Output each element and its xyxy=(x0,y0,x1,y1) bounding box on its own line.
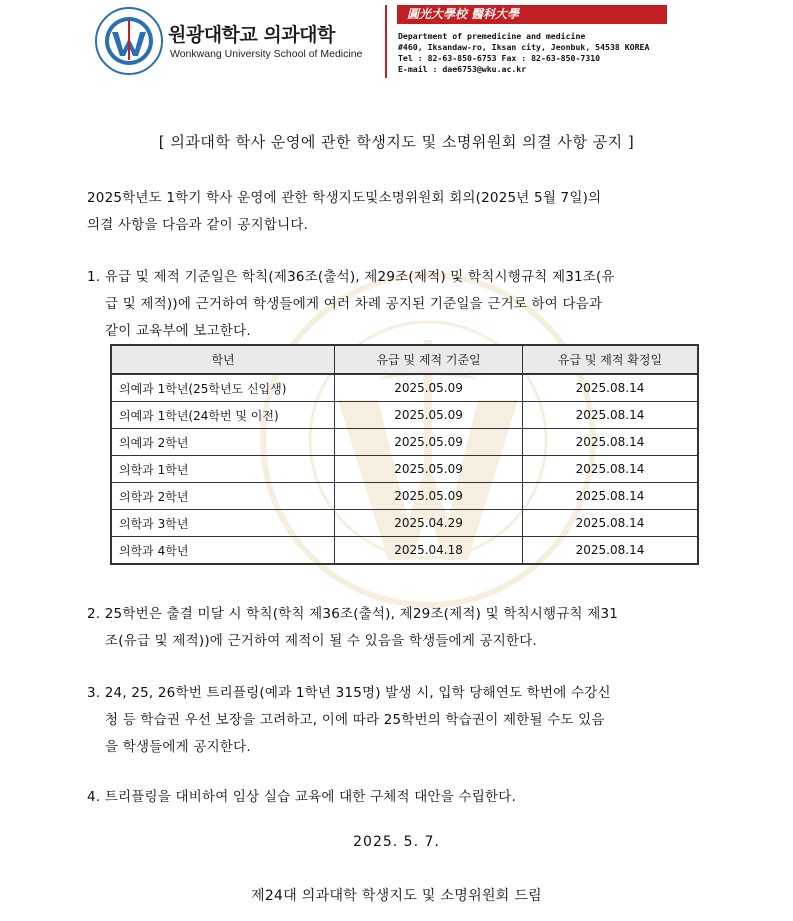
item-1-line: 같이 교육부에 보고한다. xyxy=(87,323,251,339)
cell-confirmation-date: 2025.08.14 xyxy=(522,483,698,510)
intro-paragraph xyxy=(87,185,601,239)
header-divider xyxy=(385,5,387,78)
cell-confirmation-date: 2025.08.14 xyxy=(522,537,698,565)
cell-reference-date: 2025.05.09 xyxy=(335,456,523,483)
cell-confirmation-date: 2025.08.14 xyxy=(522,374,698,402)
contact-address: #460, Iksandaw-ro, Iksan city, Jeonbuk, 54538 KOREA xyxy=(398,42,650,52)
item-3-line: 을 학생들에게 공지한다. xyxy=(87,739,251,755)
header-grade: 학년 xyxy=(111,345,335,374)
cell-reference-date: 2025.05.09 xyxy=(335,374,523,402)
cell-confirmation-date: 2025.08.14 xyxy=(522,510,698,537)
table-row xyxy=(111,429,698,456)
table-header-row xyxy=(111,345,698,374)
table-row xyxy=(111,483,698,510)
cell-grade: 의예과 2학년 xyxy=(111,429,335,456)
table-row xyxy=(111,402,698,429)
cell-grade: 의학과 3학년 xyxy=(111,510,335,537)
cell-reference-date: 2025.05.09 xyxy=(335,429,523,456)
item-2 xyxy=(87,601,618,655)
hanja-name-band: 圓光大學校 醫科大學 xyxy=(397,5,667,24)
cell-reference-date: 2025.05.09 xyxy=(335,402,523,429)
cell-grade: 의예과 1학년(24학번 및 이전) xyxy=(111,402,335,429)
table-row xyxy=(111,510,698,537)
contact-department: Department of premedicine and medicine xyxy=(398,31,586,41)
item-1-line: 급 및 제적))에 근거하여 학생들에게 여러 차례 공지된 기준일을 근거로 하여 다음과 xyxy=(87,296,603,312)
item-4-line: 4. 트리플링을 대비하여 임상 실습 교육에 대한 구체적 대안을 수립한다. xyxy=(87,789,516,805)
cell-reference-date: 2025.04.29 xyxy=(335,510,523,537)
intro-line: 의결 사항을 다음과 같이 공지합니다. xyxy=(87,217,309,233)
table-row xyxy=(111,456,698,483)
item-3-line: 청 등 학습권 우선 보장을 고려하고, 이에 따라 25학번의 학습권이 제한될 수도 있음 xyxy=(87,712,605,728)
cell-confirmation-date: 2025.08.14 xyxy=(522,429,698,456)
header-confirmation-date: 유급 및 제적 확정일 xyxy=(522,345,698,374)
cell-grade: 의학과 2학년 xyxy=(111,483,335,510)
university-name-korean: 원광대학교 의과대학 xyxy=(168,24,335,46)
table-row xyxy=(111,537,698,565)
item-2-line: 조(유급 및 제적))에 근거하여 제적이 될 수 있음을 학생들에게 공지한다. xyxy=(87,633,538,649)
deadline-table xyxy=(110,344,699,565)
item-2-line: 2. 25학번은 출결 미달 시 학칙(학칙 제36조(출석), 제29조(제적) 및 학칙시행규칙 제31 xyxy=(87,606,619,622)
item-1 xyxy=(87,264,615,345)
signoff: 제24대 의과대학 학생지도 및 소명위원회 드림 xyxy=(251,888,542,904)
university-name-english: Wonkwang University School of Medicine xyxy=(170,48,363,60)
item-3-line: 3. 24, 25, 26학번 트리플링(예과 1학년 315명) 발생 시, 입학 당해연도 학번에 수강신 xyxy=(87,685,611,701)
cell-confirmation-date: 2025.08.14 xyxy=(522,402,698,429)
cell-grade: 의학과 1학년 xyxy=(111,456,335,483)
cell-reference-date: 2025.04.18 xyxy=(335,537,523,565)
table-row xyxy=(111,374,698,402)
cell-grade: 의예과 1학년(25학년도 신입생) xyxy=(111,374,335,402)
notice-title: [ 의과대학 학사 운영에 관한 학생지도 및 소명위원회 의결 사항 공지 ] xyxy=(158,133,635,151)
item-4 xyxy=(87,784,516,811)
intro-line: 2025학년도 1학기 학사 운영에 관한 학생지도및소명위원회 회의(2025년 5월 7일)의 xyxy=(87,190,602,206)
cell-grade: 의학과 4학년 xyxy=(111,537,335,565)
contact-block xyxy=(398,31,649,75)
cell-confirmation-date: 2025.08.14 xyxy=(522,456,698,483)
header-reference-date: 유급 및 제적 기준일 xyxy=(335,345,523,374)
item-1-line: 1. 유급 및 제적 기준일은 학칙(제36조(출석), 제29조(제적) 및 학칙시행규칙 제31조(유 xyxy=(87,269,615,285)
contact-phone-fax: Tel : 82-63-850-6753 Fax : 82-63-850-7310 xyxy=(398,53,601,63)
contact-email: E-mail : dae6753@wku.ac.kr xyxy=(398,64,527,74)
item-3 xyxy=(87,680,611,761)
cell-reference-date: 2025.05.09 xyxy=(335,483,523,510)
notice-date: 2025. 5. 7. xyxy=(353,834,440,850)
university-logo-icon xyxy=(94,6,164,76)
